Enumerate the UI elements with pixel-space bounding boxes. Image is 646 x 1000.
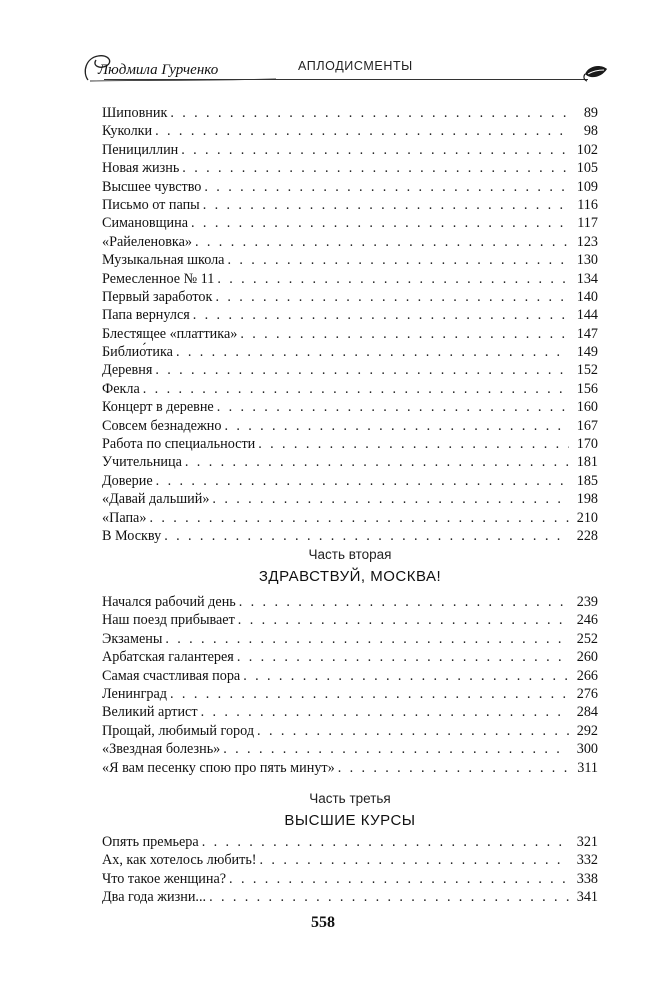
toc-entry bbox=[102, 306, 598, 324]
toc-entry-title: «Давай дальший» bbox=[102, 491, 210, 508]
toc-entry-page: 134 bbox=[576, 270, 598, 287]
toc-entry-page: 260 bbox=[576, 649, 598, 666]
toc-entry bbox=[102, 178, 598, 196]
toc-entry-page: 228 bbox=[576, 527, 598, 544]
toc-entry-title: Шиповник bbox=[102, 105, 168, 121]
toc-dot-leader bbox=[182, 159, 569, 177]
book-title: АПЛОДИСМЕНТЫ bbox=[298, 59, 413, 73]
toc-dot-leader bbox=[170, 685, 569, 703]
toc-entry-page: 181 bbox=[576, 454, 598, 471]
toc-entry bbox=[102, 251, 598, 269]
toc-entry-title: Куколки bbox=[102, 123, 153, 140]
toc-entry bbox=[102, 740, 598, 758]
toc-dot-leader bbox=[193, 306, 569, 324]
toc-dot-leader bbox=[257, 722, 569, 740]
toc-dot-leader bbox=[156, 472, 569, 490]
toc-entry-page: 116 bbox=[577, 196, 598, 213]
toc-entry bbox=[102, 685, 598, 703]
toc-entry bbox=[102, 527, 598, 545]
toc-dot-leader bbox=[240, 325, 569, 343]
toc-entry-title: Самая счастливая пора bbox=[102, 667, 241, 684]
toc-entry bbox=[102, 435, 598, 453]
toc-entry bbox=[102, 593, 598, 611]
toc-part-1 bbox=[102, 104, 598, 545]
toc-entry-title: Ленинград bbox=[102, 685, 168, 702]
toc-entry-page: 167 bbox=[576, 417, 598, 434]
toc-dot-leader bbox=[260, 851, 569, 869]
toc-entry-title: Концерт в деревне bbox=[102, 399, 214, 416]
toc-dot-leader bbox=[155, 122, 569, 140]
toc-entry-title: Прощай, любимый город bbox=[102, 722, 255, 739]
toc-entry-page: 117 bbox=[577, 215, 598, 232]
toc-entry bbox=[102, 611, 598, 629]
toc-entry-page: 198 bbox=[576, 491, 598, 508]
toc-entry bbox=[102, 667, 598, 685]
toc-part-2 bbox=[102, 593, 598, 777]
toc-dot-leader bbox=[239, 593, 569, 611]
running-header bbox=[80, 50, 612, 86]
toc-entry-title: «Райеленовка» bbox=[102, 233, 193, 250]
toc-entry-title: Высшее чувство bbox=[102, 178, 202, 195]
toc-entry bbox=[102, 648, 598, 666]
part-2-heading bbox=[102, 546, 598, 587]
header-rule bbox=[104, 79, 588, 80]
toc-entry-title: Начался рабочий день bbox=[102, 594, 236, 610]
toc-entry bbox=[102, 722, 598, 740]
toc-dot-leader bbox=[155, 361, 569, 379]
toc-entry-page: 156 bbox=[576, 380, 598, 397]
toc-entry bbox=[102, 417, 598, 435]
toc-entry bbox=[102, 141, 598, 159]
toc-entry-page: 341 bbox=[576, 889, 598, 906]
toc-entry bbox=[102, 759, 598, 777]
toc-entry-title: Папа вернулся bbox=[102, 307, 190, 324]
toc-dot-leader bbox=[164, 527, 569, 545]
toc-dot-leader bbox=[165, 630, 569, 648]
toc-entry-title: Библио́тика bbox=[102, 344, 173, 361]
toc-entry-title: Наш поезд прибывает bbox=[102, 612, 235, 629]
toc-entry bbox=[102, 630, 598, 648]
toc-dot-leader bbox=[204, 178, 569, 196]
toc-entry-page: 160 bbox=[576, 399, 598, 416]
toc-entry bbox=[102, 490, 598, 508]
toc-entry-title: Учительница bbox=[102, 454, 182, 471]
toc-dot-leader bbox=[229, 870, 569, 888]
toc-dot-leader bbox=[185, 453, 569, 471]
toc-dot-leader bbox=[212, 490, 569, 508]
toc-entry bbox=[102, 398, 598, 416]
toc-entry bbox=[102, 233, 598, 251]
toc-entry-page: 252 bbox=[576, 630, 598, 647]
toc-entry-page: 311 bbox=[577, 759, 598, 776]
toc-entry-page: 140 bbox=[576, 288, 598, 305]
toc-entry-title: «Папа» bbox=[102, 509, 147, 526]
part-2-label: Часть вторая bbox=[308, 547, 392, 562]
toc-entry-page: 105 bbox=[576, 160, 598, 177]
toc-entry-title: Музыкальная школа bbox=[102, 252, 225, 269]
toc-entry bbox=[102, 453, 598, 471]
toc-entry-page: 292 bbox=[576, 722, 598, 739]
toc-dot-leader bbox=[203, 196, 569, 214]
toc-part-3 bbox=[102, 833, 598, 907]
toc-entry-page: 300 bbox=[576, 741, 598, 758]
toc-dot-leader bbox=[176, 343, 569, 361]
toc-entry-page: 246 bbox=[576, 612, 598, 629]
toc-entry-title: Опять премьера bbox=[102, 834, 199, 850]
toc-entry bbox=[102, 325, 598, 343]
toc-entry-title: Арбатская галантерея bbox=[102, 649, 234, 666]
toc-entry-title: «Я вам песенку спою про пять минут» bbox=[102, 759, 335, 776]
toc-entry-page: 152 bbox=[576, 362, 598, 379]
toc-dot-leader bbox=[238, 611, 569, 629]
toc-entry-title: Деревня bbox=[102, 362, 153, 379]
toc-entry-page: 130 bbox=[576, 252, 598, 269]
toc-entry bbox=[102, 833, 598, 851]
toc-dot-leader bbox=[181, 141, 569, 159]
part-2-title: ЗДРАВСТВУЙ, МОСКВА! bbox=[258, 568, 442, 585]
part-3-label: Часть третья bbox=[309, 791, 391, 806]
toc-entry-page: 102 bbox=[576, 141, 598, 158]
toc-entry-page: 147 bbox=[576, 325, 598, 342]
toc-entry-title: Экзамены bbox=[102, 630, 163, 647]
toc-entry bbox=[102, 104, 598, 122]
toc-entry-title: Ах, как хотелось любить! bbox=[102, 852, 257, 869]
toc-entry-page: 170 bbox=[576, 436, 598, 453]
leaf-ornament-icon bbox=[582, 61, 610, 83]
toc-entry-title: Что такое женщина? bbox=[102, 870, 227, 887]
toc-entry-title: Совсем безнадежно bbox=[102, 417, 222, 434]
toc-entry bbox=[102, 870, 598, 888]
toc-entry-page: 123 bbox=[576, 233, 598, 250]
toc-entry-page: 144 bbox=[576, 307, 598, 324]
toc-dot-leader bbox=[215, 288, 569, 306]
toc-dot-leader bbox=[195, 233, 569, 251]
toc-entry-title: Блестящее «платтика» bbox=[102, 325, 238, 342]
toc-entry-title: «Звездная болезнь» bbox=[102, 741, 221, 758]
toc-dot-leader bbox=[224, 417, 569, 435]
toc-entry bbox=[102, 214, 598, 232]
toc-entry-title: Новая жизнь bbox=[102, 160, 180, 177]
toc-entry-title: Доверие bbox=[102, 472, 153, 489]
toc-dot-leader bbox=[202, 833, 569, 851]
toc-entry-page: 332 bbox=[576, 852, 598, 869]
toc-dot-leader bbox=[209, 888, 569, 906]
toc-entry-page: 109 bbox=[576, 178, 598, 195]
toc-entry-page: 284 bbox=[576, 704, 598, 721]
toc-entry bbox=[102, 888, 598, 906]
toc-entry bbox=[102, 343, 598, 361]
toc-entry bbox=[102, 703, 598, 721]
toc-entry-title: Первый заработок bbox=[102, 288, 213, 305]
toc-dot-leader bbox=[191, 214, 569, 232]
toc-entry bbox=[102, 380, 598, 398]
toc-dot-leader bbox=[243, 667, 569, 685]
toc-entry-title: Фекла bbox=[102, 380, 140, 397]
part-3-title: ВЫСШИЕ КУРСЫ bbox=[284, 812, 416, 829]
toc-entry-title: Два года жизни... bbox=[102, 889, 207, 906]
toc-entry bbox=[102, 122, 598, 140]
toc-entry bbox=[102, 270, 598, 288]
toc-entry-page: 185 bbox=[576, 472, 598, 489]
toc-entry-title: Симановщина bbox=[102, 215, 189, 232]
toc-entry-page: 276 bbox=[576, 685, 598, 702]
toc-entry bbox=[102, 472, 598, 490]
toc-dot-leader bbox=[143, 380, 569, 398]
toc-entry bbox=[102, 288, 598, 306]
toc-dot-leader bbox=[223, 740, 569, 758]
part-3-heading bbox=[102, 790, 598, 831]
toc-dot-leader bbox=[201, 703, 569, 721]
toc-entry-title: Письмо от папы bbox=[102, 196, 200, 213]
toc-dot-leader bbox=[227, 251, 569, 269]
toc-entry-page: 89 bbox=[583, 105, 598, 121]
author-name: Людмила Гурченко bbox=[98, 62, 219, 78]
toc-entry-page: 321 bbox=[576, 834, 598, 850]
author-signature-logo bbox=[80, 50, 280, 86]
toc-dot-leader bbox=[149, 509, 569, 527]
toc-entry bbox=[102, 509, 598, 527]
toc-entry-page: 149 bbox=[576, 344, 598, 361]
toc-entry-page: 239 bbox=[576, 594, 598, 610]
toc-entry-title: Ремесленное № 11 bbox=[102, 270, 215, 287]
toc-dot-leader bbox=[237, 648, 569, 666]
toc-dot-leader bbox=[217, 270, 569, 288]
toc-dot-leader bbox=[217, 398, 569, 416]
toc-entry-page: 98 bbox=[583, 123, 598, 140]
toc-entry-page: 266 bbox=[576, 667, 598, 684]
toc-entry bbox=[102, 196, 598, 214]
toc-dot-leader bbox=[338, 759, 569, 777]
toc-entry bbox=[102, 361, 598, 379]
toc-entry-page: 210 bbox=[576, 509, 598, 526]
toc-entry-title: Великий артист bbox=[102, 704, 198, 721]
toc-entry-title: Работа по специальности bbox=[102, 436, 256, 453]
toc-entry-title: Пенициллин bbox=[102, 141, 179, 158]
toc-entry bbox=[102, 159, 598, 177]
toc-entry-page: 338 bbox=[576, 870, 598, 887]
toc-dot-leader bbox=[170, 104, 569, 122]
toc-dot-leader bbox=[258, 435, 569, 453]
toc-entry-title: В Москву bbox=[102, 527, 162, 544]
page-number: 558 bbox=[311, 914, 335, 931]
toc-entry bbox=[102, 851, 598, 869]
